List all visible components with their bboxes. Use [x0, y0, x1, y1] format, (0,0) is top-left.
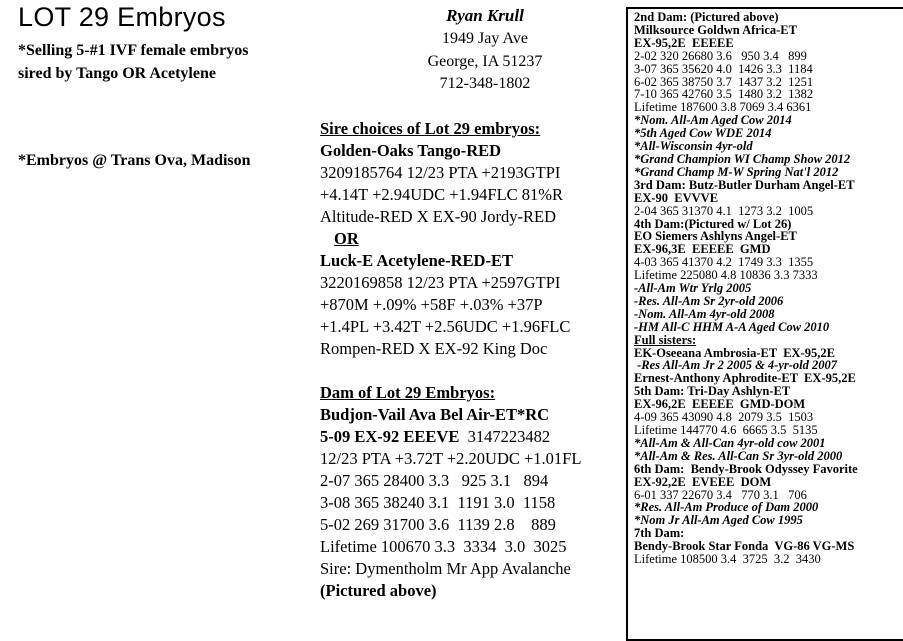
sire1-line: 3209185764 12/23 PTA +2193GTPI: [320, 163, 561, 182]
dam-classification-line: [320, 426, 550, 448]
sire2-line: +870M +.09% +58F +.03% +37P: [320, 295, 543, 314]
pedigree-line: Lifetime 225080 4.8 10836 3.3 7333: [634, 268, 818, 283]
pedigree-line: *Grand Champion WI Champ Show 2012: [634, 151, 851, 166]
pedigree-line: -Nom. All-Am 4yr-old 2008: [634, 306, 775, 321]
sire2-name: Luck-E Acetylene-RED-ET: [320, 251, 513, 270]
sire-or: OR: [334, 229, 359, 248]
sire2-line: Rompen-RED X EX-92 King Doc: [320, 339, 548, 358]
sire1-line: Altitude-RED X EX-90 Jordy-RED: [320, 207, 557, 226]
dam-pictured: (Pictured above): [320, 581, 437, 600]
pedigree-line: *All-Wisconsin 4yr-old: [634, 139, 753, 154]
dam-registration: 3147223482: [459, 427, 551, 446]
dam-line: 2-07 365 28400 3.3 925 3.1 894: [320, 471, 549, 490]
consignor-phone: 712-348-1802: [439, 75, 531, 92]
pedigree-line: 5th Dam: Tri-Day Ashlyn-ET: [634, 384, 791, 399]
pedigree-line: Lifetime 108500 3.4 3725 3.2 3430: [634, 552, 821, 567]
dam-classification: 5-09 EX-92 EEEVE: [320, 427, 460, 446]
pedigree-line: *All-Am & Res. All-Can Sr 3yr-old 2000: [634, 448, 843, 463]
pedigree-line: -Res All-Am Jr 2 2005 & 4-yr-old 2007: [634, 358, 838, 373]
dam-line: 5-02 269 31700 3.6 1139 2.8 889: [320, 515, 556, 534]
pedigree-line: 4-03 365 41370 4.2 1749 3.3 1355: [634, 255, 814, 270]
sire-heading: Sire choices of Lot 29 embryos:: [320, 119, 541, 138]
sire2-line: 3220169858 12/23 PTA +2597GTPI: [320, 273, 561, 292]
pedigree-line: *All-Am & All-Can 4yr-old cow 2001: [634, 435, 826, 450]
dam-sire-line: Sire: Dymentholm Mr App Avalanche: [320, 559, 571, 578]
pedigree-line: 6th Dam: Bendy-Brook Odyssey Favorite: [634, 461, 858, 476]
pedigree-line: EK-Oseeana Ambrosia-ET EX-95,2E: [634, 345, 835, 360]
pedigree-line: EX-92,2E EVEEE DOM: [634, 474, 772, 489]
pedigree-line: 4-09 365 43090 4.8 2079 3.5 1503: [634, 410, 814, 425]
pedigree-line: -Res. All-Am Sr 2yr-old 2006: [634, 293, 784, 308]
pedigree-line: Full sisters:: [634, 332, 697, 347]
lot-title: LOT 29 Embryos: [18, 2, 226, 32]
pedigree-line: 4th Dam:(Pictured w/ Lot 26): [634, 216, 792, 231]
pedigree-line: 2-02 320 26680 3.6 950 3.4 899: [634, 48, 807, 63]
consignor-name: Ryan Krull: [446, 6, 524, 25]
pedigree-line: Milksource Goldwn Africa-ET: [634, 22, 797, 37]
pedigree-line: EX-96,2E EEEEE GMD-DOM: [634, 397, 806, 412]
pedigree-line: 3rd Dam: Butz-Butler Durham Angel-ET: [634, 177, 855, 192]
pedigree-line: 6-02 365 38750 3.7 1437 3.2 1251: [634, 74, 814, 89]
pedigree-line: 3-07 365 35620 4.0 1426 3.3 1184: [634, 61, 813, 76]
pedigree-line: Ernest-Anthony Aphrodite-ET EX-95,2E: [634, 371, 856, 386]
pedigree-line: Lifetime 187600 3.8 7069 3.4 6361: [634, 100, 812, 115]
consignor-city: George, IA 51237: [427, 53, 543, 70]
selling-line-1: *Selling 5-#1 IVF female embryos: [18, 42, 249, 59]
pedigree-line: 2-04 365 31370 4.1 1273 3.2 1005: [634, 203, 814, 218]
pedigree-line: *5th Aged Cow WDE 2014: [634, 126, 772, 141]
pedigree-line: EX-95,2E EEEEE: [634, 35, 734, 50]
pedigree-line: *Nom. All-Am Aged Cow 2014: [634, 113, 792, 128]
sire2-line: +1.4PL +3.42T +2.56UDC +1.96FLC: [320, 317, 571, 336]
embryo-location: *Embryos @ Trans Ova, Madison: [18, 152, 251, 169]
selling-line-2: sired by Tango OR Acetylene: [18, 65, 216, 82]
pedigree-line: EX-90 EVVVE: [634, 190, 719, 205]
dam-line: 3-08 365 38240 3.1 1191 3.0 1158: [320, 493, 556, 512]
dam-line: 12/23 PTA +3.72T +2.20UDC +1.01FL: [320, 449, 582, 468]
pedigree-line: 6-01 337 22670 3.4 770 3.1 706: [634, 487, 807, 502]
consignor-address: 1949 Jay Ave: [442, 30, 528, 47]
pedigree-line: -All-Am Wtr Yrlg 2005: [634, 281, 752, 296]
pedigree-line: *Res. All-Am Produce of Dam 2000: [634, 500, 819, 515]
pedigree-line: Bendy-Brook Star Fonda VG-86 VG-MS: [634, 539, 855, 554]
sire1-line: +4.14T +2.94UDC +1.94FLC 81%R: [320, 185, 564, 204]
pedigree-line: EO Siemers Ashlyns Angel-ET: [634, 229, 797, 244]
pedigree-line: EX-96,3E EEEEE GMD: [634, 242, 771, 257]
dam-name: Budjon-Vail Ava Bel Air-ET*RC: [320, 405, 550, 424]
pedigree-line: Lifetime 144770 4.6 6665 3.5 5135: [634, 423, 818, 437]
pedigree-line: *Nom Jr All-Am Aged Cow 1995: [634, 513, 803, 528]
pedigree-line: -HM All-C HHM A-A Aged Cow 2010: [634, 319, 830, 334]
pedigree-line: *Grand Champ M-W Spring Nat'l 2012: [634, 164, 839, 179]
pedigree-list: [634, 11, 858, 566]
pedigree-line: 7-10 365 42760 3.5 1480 3.2 1382: [634, 87, 814, 102]
sire1-name: Golden-Oaks Tango-RED: [320, 141, 502, 160]
dam-heading: Dam of Lot 29 Embryos:: [320, 383, 496, 402]
pedigree-line: 7th Dam:: [634, 526, 685, 541]
dam-line: Lifetime 100670 3.3 3334 3.0 3025: [320, 537, 567, 556]
pedigree-line: 2nd Dam: (Pictured above): [634, 10, 779, 24]
